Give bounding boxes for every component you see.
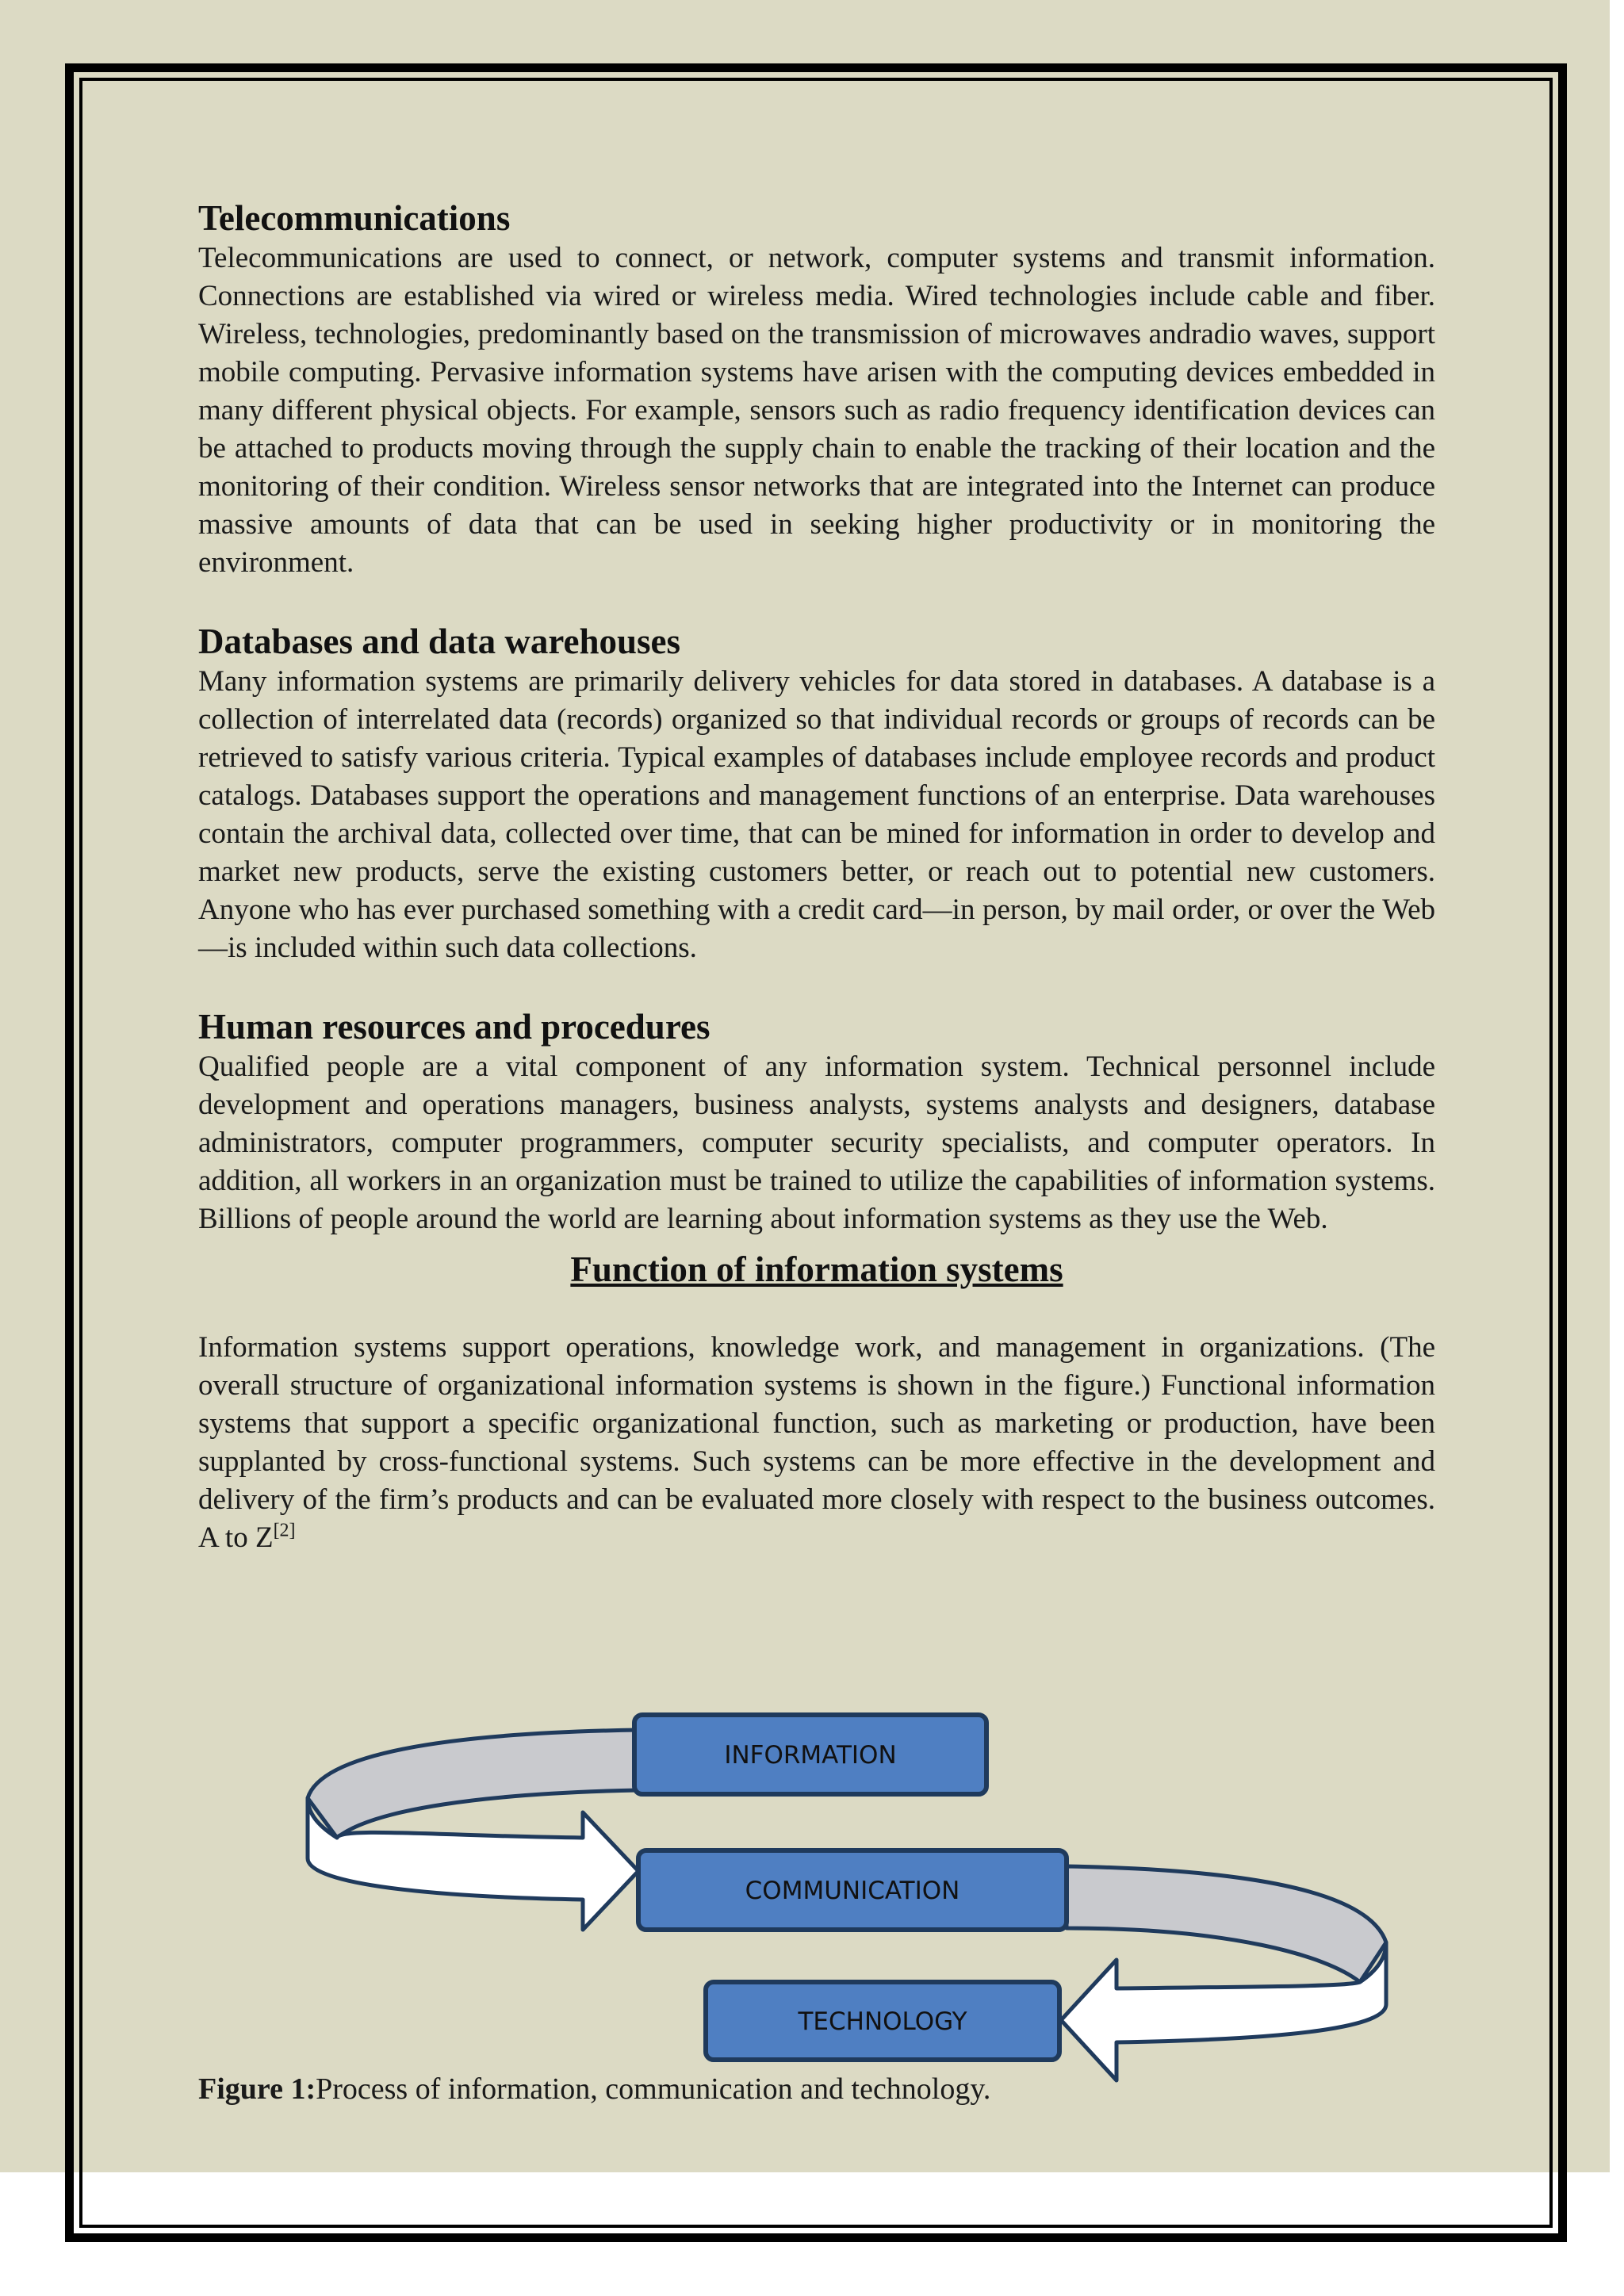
paragraph-databases: Many information systems are primarily delivery vehicles for data stored in databases. A database is a collection of interrelated data (records) organized so that individual records or groups of records can be retrieved to satisfy various criteria. Typical examples of databases include employee records and product catalogs. Databases support the operations and management functions of an enterprise. Data warehouses contain the archival data, collected over time, that can be mined for information in order to develop and market new products, serve the existing customers better, or reach out to potential new customers. Anyone who has ever purchased something with a credit card—in person, by mail order, or over the Web—is included within such data collections. — [198, 665, 1435, 964]
heading-telecommunications: Telecommunications — [198, 198, 511, 238]
citation-ref: [2] — [273, 1520, 296, 1541]
heading-databases: Databases and data warehouses — [198, 622, 681, 661]
figure-caption — [198, 2069, 990, 2109]
figure-caption-text: Process of information, communication and technology. — [316, 2072, 991, 2106]
box-communication — [638, 1850, 1067, 1930]
figure-label: Figure 1: — [198, 2072, 316, 2106]
curved-arrow-right — [1061, 1866, 1386, 2080]
box-information — [634, 1715, 986, 1794]
box-technology-label: TECHNOLOGY — [798, 2007, 967, 2036]
heading-human-resources: Human resources and procedures — [198, 1007, 710, 1047]
function-title: Function of information systems — [570, 1249, 1063, 1289]
paragraph-telecommunications: Telecommunications are used to connect, or network, computer systems and transmit information. Connections are established via wired or wireless media. Wired technologies include cable and fiber. Wireless, technologies, predominantly based on the transmission of microwaves andradio waves, support mobile computing. Pervasive information systems have arisen with the computing devices embedded in many different physical objects. For example, sensors such as radio frequency identification devices can be attached to products moving through the supply chain to enable the tracking of their location and the monitoring of their condition. Wireless sensor networks that are integrated into the Internet can produce massive amounts of data that can be used in seeking higher productivity or in monitoring the environment. — [198, 242, 1435, 579]
function-body-text: Information systems support operations, knowledge work, and management in organizations. (The overall structure of organizational information systems is shown in the figure.) Functional information systems that support a specific organizational function, such as marketing or production, have been supplanted by cross-functional systems. Such systems can be more effective in the development and delivery of the firm’s products and can be evaluated more closely with respect to the business outcomes. A to Z — [198, 1331, 1435, 1554]
box-technology — [706, 1982, 1059, 2060]
curved-arrow-left — [308, 1730, 638, 1930]
box-information-label: INFORMATION — [724, 1741, 897, 1770]
box-communication-label: COMMUNICATION — [745, 1877, 960, 1905]
paragraph-human-resources: Qualified people are a vital component of any information system. Technical personnel include development and operations managers, business analysts, systems analysts and designers, database administrators, computer programmers, computer security specialists, and computer operators. In addition, all workers in an organization must be trained to utilize the capabilities of information systems. Billions of people around the world are learning about information systems as they use the Web. — [198, 1050, 1435, 1235]
